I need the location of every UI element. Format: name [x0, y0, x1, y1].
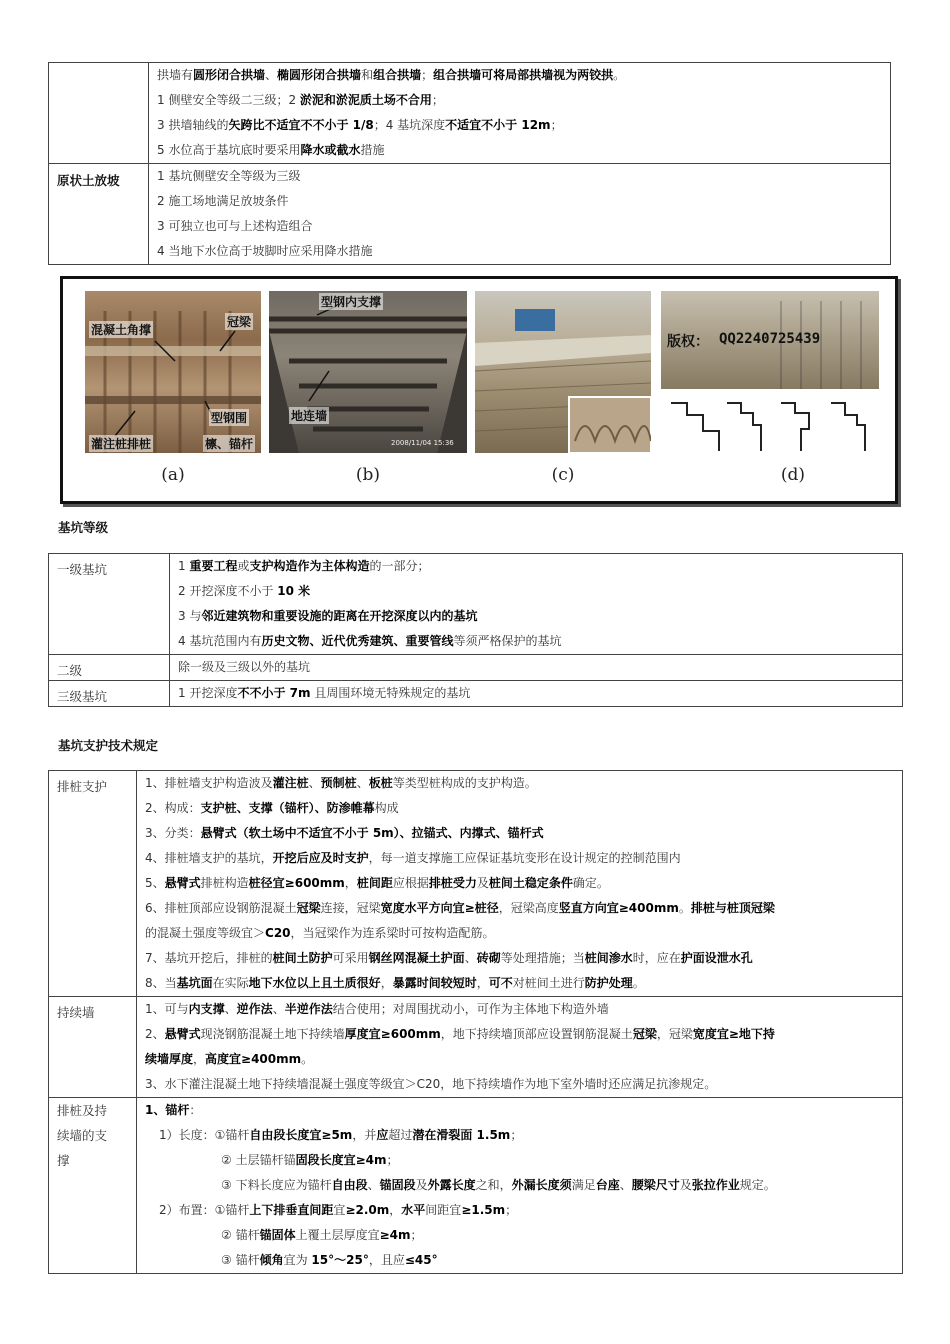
photo-timestamp: 2008/11/04 15:36 — [391, 439, 454, 447]
cross-section-drawing — [661, 291, 879, 453]
table-row — [49, 554, 903, 655]
text-line: 5、悬臂式排桩构造桩径宜≥600mm，桩间距应根据排桩受力及桩间土稳定条件确定。 — [145, 876, 609, 890]
section-title-pit-grade: 基坑等级 — [58, 520, 109, 535]
table-row — [49, 771, 903, 997]
text-line: 拱墙有圆形闭合拱墙、椭圆形闭合拱墙和组合拱墙；组合拱墙可将局部拱墙视为两铰拱。 — [157, 68, 626, 82]
support-photos-figure — [60, 276, 898, 504]
text-line: ③ 锚杆倾角宜为 15°～25°，且应≤45° — [221, 1253, 438, 1267]
text-line: 7、基坑开挖后，排桩的桩间土防护可采用钢丝网混凝土护面、砖砌等处理措施；当桩间渗水时，应在护面设泄水孔 — [145, 951, 753, 965]
text-line: 4 当地下水位高于坡脚时应采用降水措施 — [157, 244, 373, 258]
text-line: 1 基坑侧壁安全等级为三级 — [157, 169, 301, 183]
text-line: 2）布置：①锚杆上下排垂直间距宜≥2.0m，水平间距宜≥1.5m； — [159, 1203, 518, 1217]
row-label: 排桩支护 — [49, 771, 137, 997]
content-cell — [137, 997, 903, 1098]
table-row — [49, 63, 891, 164]
photo-b — [269, 291, 467, 453]
content-cell — [170, 655, 903, 681]
text-line: 3 可独立也可与上述构造组合 — [157, 219, 313, 233]
text-line: 1、排桩墙支护构造波及灌注桩、预制桩、板桩等类型桩构成的支护构造。 — [145, 776, 537, 790]
text-line: 2 施工场地满足放坡条件 — [157, 194, 289, 208]
text-line: 3 拱墙轴线的矢跨比不适宜不不小于 1/8；4 基坑深度不适宜不小于 12m； — [157, 118, 563, 132]
row-label: 二级 — [49, 655, 170, 681]
photo-c — [475, 291, 651, 453]
table-row — [49, 997, 903, 1098]
text-line: 2 开挖深度不小于 10 米 — [178, 584, 311, 598]
rich-lines — [149, 63, 890, 163]
content-cell — [149, 63, 891, 164]
content-cell — [170, 554, 903, 655]
text-line: 续墙厚度，高度宜≥400mm。 — [145, 1052, 314, 1066]
text-line: ③ 下料长度应为锚杆自由段、锚固段及外露长度之和，外漏长度须满足台座、腰梁尺寸及张拉作业规定。 — [221, 1178, 776, 1192]
text-line: 3、分类：悬臂式（软土场中不适宜不小于 5m）、拉锚式、内撑式、锚杆式 — [145, 826, 544, 840]
label-concrete-corner-brace: 混凝土角撑 — [91, 323, 152, 337]
text-line: 2、悬臂式现浇钢筋混凝土地下持续墙厚度宜≥600mm，地下持续墙顶部应设置钢筋混凝土冠梁，冠梁宽度宜≥地下持 — [145, 1027, 775, 1041]
text-line: 1 侧壁安全等级二三级；2 淤泥和淤泥质土场不合用； — [157, 93, 444, 107]
text-line: 5 水位高于基坑底时要采用降水或截水措施 — [157, 143, 385, 157]
table-support-rules — [48, 770, 903, 1274]
row-label — [49, 1098, 137, 1274]
text-line: 8、当基坑面在实际地下水位以上且土质很好，暴露时间较短时，可不对桩间土进行防护处理。 — [145, 976, 645, 990]
text-line: 1 开挖深度不不小于 7m 且周围环境无特殊规定的基坑 — [178, 686, 471, 700]
photo-d — [661, 291, 879, 453]
row-label: 一级基坑 — [49, 554, 170, 655]
caption-a: (a) — [161, 465, 185, 485]
content-cell — [170, 681, 903, 707]
text-line: ② 土层锚杆锚固段长度宜≥4m； — [221, 1153, 399, 1167]
text-line: 1 重要工程或支护构造作为主体构造的一部分； — [178, 559, 430, 573]
text-line: 3、水下灌注混凝土地下持续墙混凝土强度等级宜＞C20，地下持续墙作为地下室外墙时还应满足抗渗规定。 — [145, 1077, 717, 1091]
table-row — [49, 1098, 903, 1274]
label-cast-pile-row: 灌注桩排桩 — [91, 437, 152, 451]
label-diaphragm-wall: 地连墙 — [291, 409, 328, 423]
row-label: 三级基坑 — [49, 681, 170, 707]
label-cell-empty — [49, 63, 149, 164]
label-steel-inner-strut: 型钢内支撑 — [321, 295, 382, 309]
rich-lines — [149, 164, 890, 264]
text-line: 4、排桩墙支护的基坑，开挖后应及时支护，每一道支撑施工应保证基坑变形在设计规定的控制范围内 — [145, 851, 681, 865]
table-row — [49, 164, 891, 265]
caption-c: (c) — [551, 465, 575, 485]
text-line: 3 与邻近建筑物和重要设施的距离在开挖深度以内的基坑 — [178, 609, 478, 623]
label-crown-beam: 冠梁 — [227, 315, 252, 329]
text-line: 的混凝土强度等级宜＞C20，当冠梁作为连系梁时可按构造配筋。 — [145, 926, 495, 940]
caption-d: (d) — [780, 465, 806, 485]
label-anchor: 檩、锚杆 — [205, 437, 254, 451]
text-line: 2、构成：支护桩、支撑（锚杆）、防渗帷幕构成 — [145, 801, 399, 815]
label-line: 撑 — [57, 1153, 70, 1168]
table-row — [49, 681, 903, 707]
text-line: 除一级及三级以外的基坑 — [178, 660, 311, 674]
photo-a — [85, 291, 261, 453]
content-cell — [149, 164, 891, 265]
label-copyright: 版权： — [667, 334, 709, 350]
text-line: 1、锚杆： — [145, 1103, 202, 1117]
label-qq: QQ2240725439 — [719, 331, 821, 347]
text-line: 4 基坑范围内有历史文物、近代优秀建筑、重要管线等须严格保护的基坑 — [178, 634, 562, 648]
label-line: 排桩及持 — [57, 1103, 108, 1118]
text-line: 6、排桩顶部应设钢筋混凝土冠梁连接，冠梁宽度水平方向宜≥桩径，冠梁高度竖直方向宜≥400mm。排桩与桩顶冠梁 — [145, 901, 775, 915]
content-cell — [137, 1098, 903, 1274]
table-arch-wall — [48, 62, 891, 265]
label-steel-purlin: 型钢围 — [211, 411, 248, 425]
label-line: 续墙的支 — [57, 1128, 108, 1143]
section-title-support-rules: 基坑支护技术规定 — [58, 738, 159, 753]
text-line: 1）长度：①锚杆自由段长度宜≥5m，并应超过潜在滑裂面 1.5m； — [159, 1128, 523, 1142]
table-row — [49, 655, 903, 681]
table-pit-grade — [48, 553, 903, 707]
steel-strut-drawing — [269, 291, 467, 453]
text-line: 1、可与内支撑、逆作法、半逆作法结合使用；对周围扰动小，可作为主体地下构造外墙 — [145, 1002, 609, 1016]
row-label: 原状土放坡 — [49, 164, 149, 265]
content-cell — [137, 771, 903, 997]
text-line: ② 锚杆锚固体上覆土层厚度宜≥4m； — [221, 1228, 423, 1242]
caption-b: (b) — [355, 465, 381, 485]
slope-drawing — [475, 291, 651, 453]
row-label: 持续墙 — [49, 997, 137, 1098]
